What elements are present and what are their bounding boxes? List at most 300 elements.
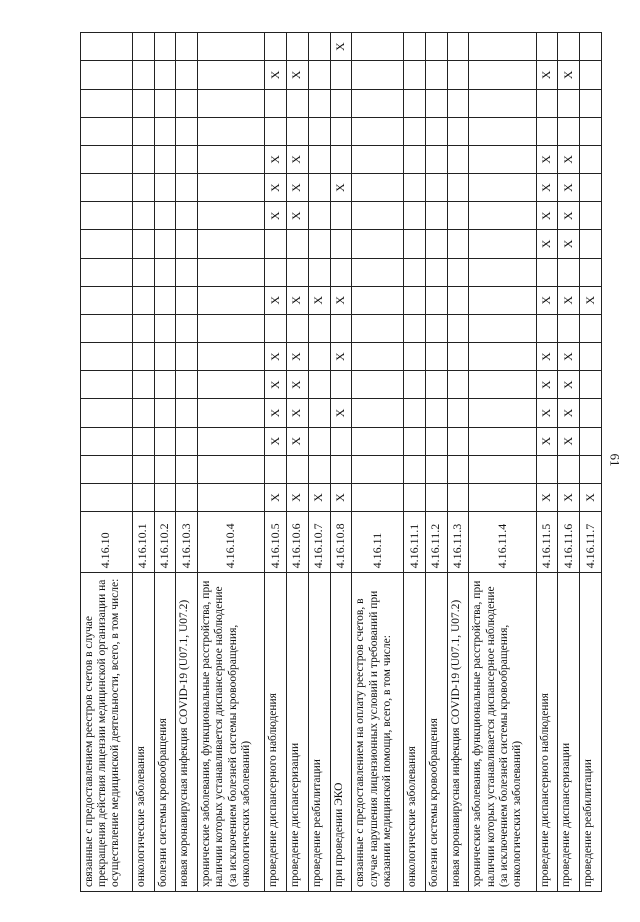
row-code: 4.16.10.3 [176, 512, 198, 573]
mark-cell: X [558, 343, 580, 371]
mark-cell: X [286, 371, 308, 399]
mark-cell [425, 174, 447, 202]
mark-cell [265, 455, 287, 483]
mark-cell [469, 286, 536, 314]
mark-cell [308, 202, 330, 230]
table-row [558, 33, 580, 892]
mark-cell [198, 230, 265, 258]
mark-cell [176, 286, 198, 314]
mark-cell [404, 61, 426, 89]
mark-cell [580, 455, 602, 483]
mark-cell [404, 258, 426, 286]
mark-cell [132, 33, 154, 61]
table-row [330, 33, 352, 892]
mark-cell [176, 371, 198, 399]
mark-cell [308, 455, 330, 483]
table-row [154, 33, 176, 892]
row-name: новая коронавирусная инфекция COVID-19 (U07.1, U07.2) [176, 573, 198, 892]
mark-cell [404, 455, 426, 483]
mark-cell [404, 230, 426, 258]
mark-cell: X [286, 61, 308, 89]
mark-cell [469, 314, 536, 342]
mark-cell [352, 314, 404, 342]
mark-cell [352, 61, 404, 89]
row-name: при проведении ЭКО [330, 573, 352, 892]
mark-cell: X [330, 483, 352, 511]
row-name: онкологические заболевания [404, 573, 426, 892]
row-code: 4.16.11.7 [580, 512, 602, 573]
mark-cell [198, 61, 265, 89]
mark-cell [132, 314, 154, 342]
mark-cell [352, 174, 404, 202]
table-row [536, 33, 558, 892]
mark-cell [154, 174, 176, 202]
mark-cell [308, 145, 330, 173]
mark-cell [447, 230, 469, 258]
table-body [81, 33, 602, 892]
mark-cell [425, 455, 447, 483]
mark-cell: X [536, 145, 558, 173]
mark-cell: X [286, 286, 308, 314]
row-code: 4.16.11.3 [447, 512, 469, 573]
mark-cell [447, 286, 469, 314]
mark-cell [154, 145, 176, 173]
mark-cell [286, 230, 308, 258]
mark-cell [154, 399, 176, 427]
table-row [580, 33, 602, 892]
mark-cell [154, 371, 176, 399]
mark-cell [352, 483, 404, 511]
mark-cell [132, 174, 154, 202]
mark-cell [447, 202, 469, 230]
mark-cell [154, 483, 176, 511]
mark-cell: X [286, 343, 308, 371]
mark-cell [198, 483, 265, 511]
mark-cell [447, 399, 469, 427]
page-number: 61 [607, 453, 623, 467]
mark-cell [308, 33, 330, 61]
mark-cell [404, 286, 426, 314]
mark-cell [81, 399, 133, 427]
mark-cell [132, 258, 154, 286]
mark-cell [154, 427, 176, 455]
mark-cell [265, 89, 287, 117]
mark-cell [308, 230, 330, 258]
document-table [80, 32, 602, 892]
row-code: 4.16.10.2 [154, 512, 176, 573]
mark-cell [330, 61, 352, 89]
mark-cell: X [265, 343, 287, 371]
mark-cell [352, 145, 404, 173]
mark-cell [176, 343, 198, 371]
mark-cell [154, 117, 176, 145]
row-name: онкологические заболевания [132, 573, 154, 892]
mark-cell [469, 230, 536, 258]
mark-cell [404, 174, 426, 202]
mark-cell [352, 286, 404, 314]
mark-cell [425, 89, 447, 117]
mark-cell: X [536, 371, 558, 399]
mark-cell [132, 427, 154, 455]
mark-cell [132, 89, 154, 117]
mark-cell: X [286, 174, 308, 202]
row-name: болезни системы кровообращения [425, 573, 447, 892]
mark-cell [132, 117, 154, 145]
mark-cell [580, 399, 602, 427]
mark-cell [447, 343, 469, 371]
mark-cell [308, 61, 330, 89]
mark-cell: X [265, 399, 287, 427]
mark-cell: X [536, 399, 558, 427]
mark-cell [404, 371, 426, 399]
mark-cell [352, 258, 404, 286]
row-name: связанные с предоставлением реестров счетов в случае прекращения действия лицензии медицинской организации на осуществление медицинской деятельности, всего, в том числе: [81, 573, 133, 892]
mark-cell [447, 314, 469, 342]
row-name: проведение диспансеризации [558, 573, 580, 892]
mark-cell [176, 117, 198, 145]
mark-cell [330, 314, 352, 342]
mark-cell [81, 483, 133, 511]
mark-cell [176, 145, 198, 173]
mark-cell [469, 61, 536, 89]
mark-cell: X [580, 483, 602, 511]
mark-cell [132, 61, 154, 89]
row-name: болезни системы кровообращения [154, 573, 176, 892]
mark-cell [447, 33, 469, 61]
table-row [265, 33, 287, 892]
mark-cell [265, 314, 287, 342]
mark-cell [447, 61, 469, 89]
mark-cell [132, 483, 154, 511]
mark-cell [265, 33, 287, 61]
mark-cell [580, 61, 602, 89]
mark-cell [308, 399, 330, 427]
mark-cell [176, 89, 198, 117]
mark-cell [330, 145, 352, 173]
mark-cell [176, 174, 198, 202]
mark-cell: X [558, 174, 580, 202]
mark-cell [308, 89, 330, 117]
mark-cell [352, 117, 404, 145]
mark-cell [425, 33, 447, 61]
mark-cell [330, 230, 352, 258]
mark-cell: X [286, 427, 308, 455]
mark-cell [580, 145, 602, 173]
mark-cell [198, 314, 265, 342]
mark-cell [198, 145, 265, 173]
mark-cell [198, 202, 265, 230]
mark-cell [132, 399, 154, 427]
mark-cell: X [558, 427, 580, 455]
mark-cell [132, 286, 154, 314]
mark-cell [580, 33, 602, 61]
mark-cell: X [265, 174, 287, 202]
mark-cell [81, 202, 133, 230]
table-row [447, 33, 469, 892]
mark-cell: X [558, 61, 580, 89]
row-code: 4.16.11.1 [404, 512, 426, 573]
mark-cell [286, 455, 308, 483]
row-code: 4.16.10.6 [286, 512, 308, 573]
mark-cell [81, 427, 133, 455]
mark-cell [404, 145, 426, 173]
table-row [308, 33, 330, 892]
mark-cell [536, 258, 558, 286]
mark-cell [81, 33, 133, 61]
mark-cell [154, 343, 176, 371]
mark-cell [536, 455, 558, 483]
mark-cell [154, 455, 176, 483]
mark-cell [176, 455, 198, 483]
mark-cell [286, 33, 308, 61]
mark-cell [286, 314, 308, 342]
mark-cell: X [265, 286, 287, 314]
mark-cell [198, 455, 265, 483]
mark-cell [81, 174, 133, 202]
table-row [198, 33, 265, 892]
mark-cell [404, 399, 426, 427]
mark-cell: X [536, 286, 558, 314]
mark-cell: X [330, 33, 352, 61]
mark-cell: X [536, 230, 558, 258]
table-row [352, 33, 404, 892]
mark-cell [81, 61, 133, 89]
table-row [132, 33, 154, 892]
mark-cell [81, 286, 133, 314]
mark-cell: X [536, 483, 558, 511]
row-code: 4.16.10.4 [198, 512, 265, 573]
mark-cell: X [330, 343, 352, 371]
row-name: связанные с предоставлением на оплату реестров счетов, в случае нарушения лицензионных условий и требований при оказании медицинской помощи, всего, в том числе: [352, 573, 404, 892]
mark-cell: X [330, 286, 352, 314]
mark-cell [198, 343, 265, 371]
mark-cell [558, 258, 580, 286]
row-code: 4.16.10.7 [308, 512, 330, 573]
row-name: хронические заболевания, функциональные расстройства, при наличии которых устанавливается диспансерное наблюдение (за исключением болезней системы кровообращения, онкологических заболеваний) [469, 573, 536, 892]
mark-cell [81, 145, 133, 173]
mark-cell [198, 89, 265, 117]
mark-cell [154, 314, 176, 342]
mark-cell [154, 258, 176, 286]
row-name: хронические заболевания, функциональные расстройства, при наличии которых устанавливается диспансерное наблюдение (за исключением болезней системы кровообращения, онкологических заболеваний) [198, 573, 265, 892]
mark-cell [308, 427, 330, 455]
mark-cell: X [558, 230, 580, 258]
mark-cell: X [536, 174, 558, 202]
mark-cell: X [558, 399, 580, 427]
mark-cell [580, 371, 602, 399]
row-code: 4.16.11.4 [469, 512, 536, 573]
mark-cell [536, 314, 558, 342]
mark-cell [330, 455, 352, 483]
mark-cell [154, 33, 176, 61]
mark-cell [265, 230, 287, 258]
mark-cell [265, 258, 287, 286]
mark-cell [176, 202, 198, 230]
mark-cell [198, 371, 265, 399]
mark-cell [330, 117, 352, 145]
mark-cell [469, 483, 536, 511]
mark-cell: X [286, 202, 308, 230]
mark-cell [469, 427, 536, 455]
table-row [469, 33, 536, 892]
row-name: проведение диспансеризации [286, 573, 308, 892]
table-row [404, 33, 426, 892]
mark-cell [580, 202, 602, 230]
mark-cell [176, 61, 198, 89]
mark-cell: X [558, 371, 580, 399]
mark-cell [132, 202, 154, 230]
mark-cell [308, 343, 330, 371]
mark-cell [308, 371, 330, 399]
mark-cell [469, 371, 536, 399]
mark-cell [404, 89, 426, 117]
mark-cell: X [558, 286, 580, 314]
mark-cell [425, 314, 447, 342]
mark-cell [469, 202, 536, 230]
row-code: 4.16.10 [81, 512, 133, 573]
mark-cell [81, 258, 133, 286]
mark-cell: X [558, 145, 580, 173]
mark-cell [469, 343, 536, 371]
mark-cell [558, 314, 580, 342]
row-name: проведение реабилитации [580, 573, 602, 892]
mark-cell [154, 230, 176, 258]
mark-cell [558, 117, 580, 145]
mark-cell [81, 89, 133, 117]
mark-cell [286, 89, 308, 117]
mark-cell [469, 399, 536, 427]
mark-cell [352, 89, 404, 117]
mark-cell: X [265, 371, 287, 399]
mark-cell [447, 371, 469, 399]
mark-cell [447, 455, 469, 483]
mark-cell [352, 230, 404, 258]
row-code: 4.16.11 [352, 512, 404, 573]
mark-cell [352, 399, 404, 427]
mark-cell [536, 117, 558, 145]
mark-cell [404, 427, 426, 455]
mark-cell: X [286, 483, 308, 511]
row-code: 4.16.11.6 [558, 512, 580, 573]
mark-cell [176, 427, 198, 455]
mark-cell [580, 343, 602, 371]
mark-cell [176, 258, 198, 286]
mark-cell [81, 314, 133, 342]
mark-cell [81, 230, 133, 258]
mark-cell [404, 202, 426, 230]
mark-cell: X [536, 61, 558, 89]
row-name: новая коронавирусная инфекция COVID-19 (U07.1, U07.2) [447, 573, 469, 892]
mark-cell [404, 343, 426, 371]
mark-cell [536, 89, 558, 117]
mark-cell [198, 286, 265, 314]
mark-cell [176, 33, 198, 61]
mark-cell: X [265, 145, 287, 173]
mark-cell [154, 89, 176, 117]
mark-cell [469, 145, 536, 173]
mark-cell: X [265, 427, 287, 455]
mark-cell [447, 427, 469, 455]
mark-cell [330, 89, 352, 117]
row-name: проведение диспансерного наблюдения [265, 573, 287, 892]
mark-cell [308, 314, 330, 342]
row-code: 4.16.11.5 [536, 512, 558, 573]
mark-cell: X [265, 483, 287, 511]
mark-cell [425, 61, 447, 89]
mark-cell [198, 427, 265, 455]
table-row [176, 33, 198, 892]
mark-cell [425, 202, 447, 230]
row-code: 4.16.10.8 [330, 512, 352, 573]
mark-cell: X [308, 483, 330, 511]
mark-cell [352, 33, 404, 61]
mark-cell: X [536, 427, 558, 455]
mark-cell [81, 117, 133, 145]
mark-cell: X [286, 145, 308, 173]
mark-cell: X [330, 174, 352, 202]
mark-cell: X [536, 202, 558, 230]
mark-cell: X [330, 399, 352, 427]
mark-cell: X [580, 286, 602, 314]
mark-cell [404, 314, 426, 342]
mark-cell [154, 61, 176, 89]
mark-cell [198, 399, 265, 427]
mark-cell [580, 230, 602, 258]
mark-cell [558, 33, 580, 61]
mark-cell [132, 371, 154, 399]
mark-cell [469, 89, 536, 117]
mark-cell [425, 117, 447, 145]
mark-cell [404, 117, 426, 145]
mark-cell [330, 427, 352, 455]
mark-cell [132, 343, 154, 371]
mark-cell [132, 145, 154, 173]
mark-cell [447, 117, 469, 145]
mark-cell: X [265, 202, 287, 230]
mark-cell [447, 483, 469, 511]
mark-cell [352, 343, 404, 371]
mark-cell [176, 314, 198, 342]
mark-cell [425, 399, 447, 427]
mark-cell [447, 174, 469, 202]
mark-cell [308, 258, 330, 286]
mark-cell [447, 89, 469, 117]
mark-cell [447, 145, 469, 173]
mark-cell: X [558, 202, 580, 230]
mark-cell [308, 174, 330, 202]
mark-cell [330, 371, 352, 399]
mark-cell [580, 314, 602, 342]
mark-cell [132, 230, 154, 258]
mark-cell: X [536, 343, 558, 371]
mark-cell [425, 258, 447, 286]
table-row [81, 33, 133, 892]
mark-cell [580, 174, 602, 202]
mark-cell [469, 117, 536, 145]
mark-cell [352, 371, 404, 399]
mark-cell [447, 258, 469, 286]
mark-cell [580, 89, 602, 117]
mark-cell: X [286, 399, 308, 427]
mark-cell [198, 117, 265, 145]
mark-cell [536, 33, 558, 61]
mark-cell [425, 230, 447, 258]
row-code: 4.16.10.1 [132, 512, 154, 573]
row-code: 4.16.10.5 [265, 512, 287, 573]
mark-cell [286, 258, 308, 286]
mark-cell [198, 174, 265, 202]
mark-cell [404, 483, 426, 511]
